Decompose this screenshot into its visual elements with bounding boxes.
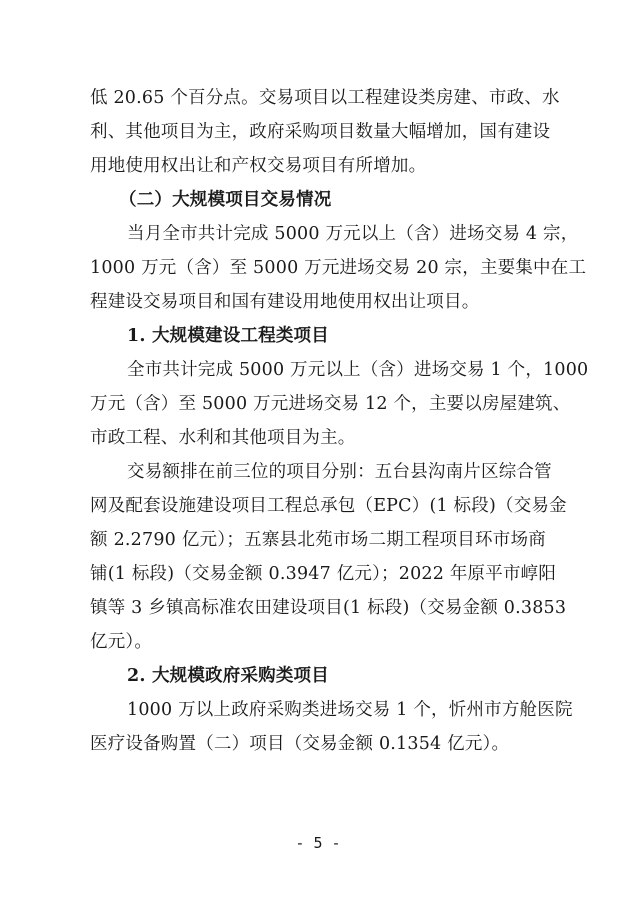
paragraph-line: 医疗设备购置（二）项目（交易金额 0.1354 亿元）。: [90, 734, 510, 754]
paragraph-line: 额 2.2790 亿元）；五寨县北苑市场二期工程项目环市场商: [90, 530, 546, 550]
paragraph-line: 低 20.65 个百分点。交易项目以工程建设类房建、市政、水: [90, 88, 560, 108]
section-heading: （二）大规模项目交易情况: [119, 190, 332, 210]
paragraph-line: 万元（含）至 5000 万元进场交易 12 个，主要以房屋建筑、: [90, 394, 571, 414]
paragraph-line: 利、其他项目为主，政府采购项目数量大幅增加，国有建设: [90, 122, 551, 142]
paragraph-line: 市政工程、水利和其他项目为主。: [90, 428, 356, 448]
paragraph-line: 交易额排在前三位的项目分别：五台县沟南片区综合管: [127, 462, 552, 482]
paragraph-line: 当月全市共计完成 5000 万元以上（含）进场交易 4 宗，: [127, 224, 579, 244]
paragraph-line: 网及配套设施建设项目工程总承包（EPC）(1 标段)（交易金: [90, 496, 567, 516]
paragraph-line: 1000 万元（含）至 5000 万元进场交易 20 宗，主要集中在工: [90, 258, 587, 278]
paragraph-line: 全市共计完成 5000 万元以上（含）进场交易 1 个，1000: [127, 360, 589, 380]
paragraph-line: 铺(1 标段)（交易金额 0.3947 亿元）；2022 年原平市崞阳: [90, 564, 557, 584]
subsection-heading: 1. 大规模建设工程类项目: [127, 326, 329, 346]
paragraph-line: 镇等 3 乡镇高标准农田建设项目(1 标段)（交易金额 0.3853: [90, 598, 567, 618]
paragraph-line: 1000 万以上政府采购类进场交易 1 个，忻州市方舱医院: [127, 700, 573, 720]
paragraph-line: 程建设交易项目和国有建设用地使用权出让项目。: [90, 292, 480, 312]
paragraph-line: 亿元）。: [90, 632, 153, 652]
page-number: - 5 -: [295, 834, 341, 852]
paragraph-line: 用地使用权出让和产权交易项目有所增加。: [90, 156, 427, 176]
subsection-heading: 2. 大规模政府采购类项目: [127, 666, 329, 686]
